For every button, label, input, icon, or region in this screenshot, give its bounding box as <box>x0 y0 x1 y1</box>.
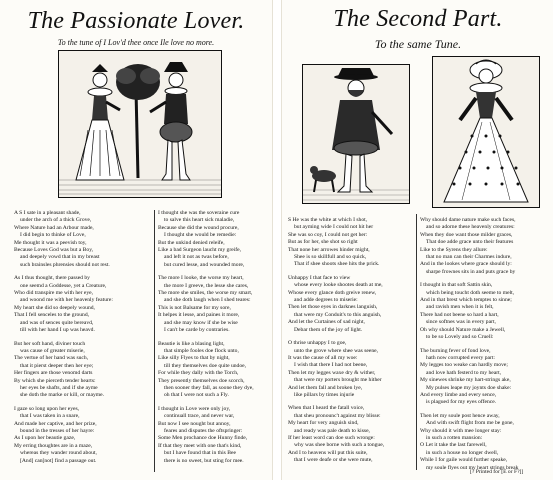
left-column-2 <box>158 210 254 471</box>
left-page <box>0 0 273 480</box>
verse-line: Oh why should Nature make a Jewell, <box>420 326 506 333</box>
stanza <box>288 217 384 269</box>
verse-line: and so adorne these heavenly creatures: <box>426 224 515 231</box>
verse-line: to salve this heart sick maladie, <box>164 217 235 224</box>
verse-line: and was of sences quite bereavd, <box>20 319 94 326</box>
verse-line: My pulses leape my joynts doe shake: <box>426 384 512 391</box>
verse-line: And in the lookes where grace should ly: <box>420 261 512 268</box>
verse-line: I wish that there I had not beene, <box>294 362 368 369</box>
stanza <box>158 406 254 465</box>
stanza <box>14 406 113 465</box>
verse-line: The vertue of her hand was such, <box>14 355 89 362</box>
verse-line: but I have found that in this Bee <box>164 450 236 457</box>
verse-line: and she doth laugh when I shed teares: <box>164 297 251 304</box>
verse-line: that it pierst deeper then her eye; <box>20 362 94 369</box>
verse-line: is plagued for my eyes offence. <box>426 399 497 406</box>
verse-line: Whose every glance doth greive renew, <box>288 289 377 296</box>
verse-line: When they doe want those milder graces, <box>420 231 513 238</box>
imprint-line: [? Printed for [E or F?]] <box>470 469 524 475</box>
verse-line: and she may know if she be wise <box>164 319 238 326</box>
stanza <box>288 405 384 464</box>
verse-line: sharpe frownes sits in and puts grace by <box>426 268 516 275</box>
verse-line: that were my porters brought me hither <box>294 377 382 384</box>
column-divider <box>416 214 417 470</box>
verse-line: and left it not as twas before, <box>164 254 229 261</box>
verse-line: Because she did the wound procure, <box>158 224 239 231</box>
verse-line: [And] can[not] find a passage out. <box>20 457 97 464</box>
stanza <box>14 341 113 400</box>
verse-line: My heart she did so deepely wound, <box>14 304 95 311</box>
verse-line: but ayming wide I could not hit her <box>294 224 374 231</box>
stanza <box>14 210 113 269</box>
verse-line: till they themselves doe quite undoe, <box>164 362 247 369</box>
verse-line: that no man can their Charmes indure, <box>426 254 512 261</box>
verse-line: Then let my soule post hence away, <box>420 412 500 419</box>
verse-line: I thought in Love were only joy, <box>158 405 231 412</box>
verse-line: till with her hand I up was heavd. <box>20 327 95 334</box>
verse-line: since softnes was in every part, <box>426 319 496 326</box>
right-column-1 <box>288 217 384 471</box>
verse-line: They presently themselves doe scorch, <box>158 377 245 384</box>
verse-line: bound in the tresses of her hayre: <box>20 427 95 434</box>
verse-line: but cured lesse, and wounded more, <box>164 261 245 268</box>
ballad-title: The Passionate Lover. <box>27 8 245 34</box>
verse-line: By which she pierceth tender hearts: <box>14 377 96 384</box>
verse-line: My erring thoughtes are in a maze, <box>14 442 93 449</box>
verse-line: that simple fooles doe flock unto, <box>164 347 239 354</box>
verse-line: why was shee borne with such a tongue, <box>294 442 385 449</box>
stanza <box>158 341 254 400</box>
stanza <box>420 413 518 472</box>
verse-line: in such a rotten mansion: <box>426 434 483 441</box>
verse-line: such brainsles phrensies should not rest. <box>20 261 110 268</box>
tune-line: To the same Tune. <box>374 37 462 51</box>
verse-line: Why should it with mee longer stay: <box>420 427 502 434</box>
verse-line: As I thus thought, there passed by <box>14 275 90 282</box>
verse-line: Then let my legges waxe dry & wither, <box>288 369 376 376</box>
verse-line: that sheu pronounc't against my blisse: <box>294 412 381 419</box>
verse-line: and woond me with her heavenly feature: <box>20 297 113 304</box>
verse-line: Her fingers are those venomd darts <box>14 370 93 377</box>
verse-line: was cause of greater miserie, <box>20 347 85 354</box>
verse-line: Me thought it was a peevish toy, <box>14 239 87 246</box>
verse-line: Debar them of the joy of light. <box>294 326 363 333</box>
verse-line: The more she smiles, the worse my smart, <box>158 290 253 297</box>
verse-line: If that they meet with one that's kind, <box>158 442 242 449</box>
verse-line: Why should dame nature make such faces, <box>420 217 516 223</box>
verse-line: A S I sate in a pleasant shade, <box>14 210 81 216</box>
verse-line: Shee is so skillfull and so quick, <box>294 254 367 261</box>
verse-line: and ready was pale death to kisse, <box>294 427 370 434</box>
stanza <box>158 210 254 269</box>
tune-line: To the tune of I Lov'd thee once Ile love no more. <box>57 38 215 47</box>
verse-line: It helpes it lesse, and paines it more, <box>158 312 240 319</box>
stanza <box>14 275 113 334</box>
left-column-1 <box>14 210 113 471</box>
verse-line: O thrise unhappy I to goe, <box>288 340 347 347</box>
verse-line: one seemd a Goddesse, yet a Creature, <box>20 282 107 289</box>
verse-line: That if shee shoots shee hits the prick. <box>294 261 380 268</box>
verse-line: And let the Curtaines of sad night, <box>288 319 365 326</box>
verse-line: But as for her, she shot so right <box>288 239 358 246</box>
verse-line: But her soft hand, diviner touch <box>14 340 86 347</box>
verse-line: to be so Lovely and so Cruell: <box>426 334 494 341</box>
verse-line: she doth the marke or kill, or mayme. <box>20 392 105 399</box>
verse-line: like pillars by times injurie <box>294 391 355 398</box>
verse-line: that I was taken in a snare, <box>20 413 80 420</box>
verse-line: That I fell senceles to the ground, <box>14 312 90 319</box>
right-page <box>281 0 553 480</box>
verse-line: And I to heavens will put this suite, <box>288 449 368 456</box>
verse-line: whereas they wander round about, <box>20 450 97 457</box>
verse-line: And every limbe and every sence, <box>420 391 497 398</box>
verse-line: I thought she would be remedie: <box>164 232 237 239</box>
verse-line: Some Men prochance doe Hunny finde, <box>158 435 248 442</box>
verse-line: Beautie is like a blasing light, <box>158 340 225 347</box>
verse-line: My heart for very anguish sind, <box>288 420 359 427</box>
verse-line: S He was the white at which I shot, <box>288 217 368 223</box>
verse-line: But the unkind denied releife, <box>158 239 225 246</box>
verse-line: Who did transpire me with her eye, <box>14 290 94 297</box>
verse-line: It was the cause of all my woe: <box>288 354 358 361</box>
verse-line: that I were deafe or she were mute, <box>294 457 373 464</box>
verse-line: which being toucht doth seeme to melt, <box>426 289 515 296</box>
verse-line: I did begin to thinke of Love, <box>20 232 86 239</box>
verse-line: there is no sweet, but sting for mee. <box>164 457 244 464</box>
verse-line: There had not beene so hard a hart, <box>420 311 499 318</box>
verse-line: Like silly Flyes to that by night, <box>158 355 230 362</box>
verse-line: My sinewes shrinke my hart-strings ake, <box>420 377 511 384</box>
verse-line: and adde degrees to miserie: <box>294 297 358 304</box>
verse-line: And made her captive, and her prize, <box>14 420 97 427</box>
verse-line: that were my Conduit's to this anguish, <box>294 311 382 318</box>
verse-line: But now I see nought but annoy, <box>158 420 231 427</box>
verse-line: my soule flyes out my heart strings break <box>426 464 519 471</box>
verse-line: I gaze so long upon her eyes, <box>14 405 80 412</box>
verse-line: This is not Balsame for my sore, <box>158 304 231 311</box>
stanza <box>420 282 518 341</box>
verse-line: She was so coy, I could not get her: <box>288 231 368 238</box>
verse-line: feares and disputes the oftspringer: <box>164 427 243 434</box>
verse-line: If her least word can doe such wronge: <box>288 434 375 441</box>
verse-line: Where Nature had an Arbour made, <box>14 224 94 231</box>
stanza <box>158 275 254 334</box>
verse-line: in such a house no longer dwell, <box>426 449 499 456</box>
verse-line: The burning fever of fond love, <box>420 347 491 354</box>
verse-line: While I for gaile would further speake, <box>420 457 508 464</box>
verse-line: Like a bad Surgeon laucht my greife, <box>158 247 241 254</box>
verse-line: Because Loves God was but a Boy, <box>14 247 94 254</box>
verse-line: I thought she was the soveraine cure <box>158 210 240 216</box>
verse-line: and deepely vowd that in my breast <box>20 254 100 261</box>
verse-line: her eyes be shafts, and if she ayme <box>20 384 98 391</box>
verse-line: whose every looke shootes death at me, <box>294 282 383 289</box>
verse-line: And let them fall and broken lye, <box>288 384 363 391</box>
ballad-title: The Second Part. <box>333 6 503 32</box>
stanza <box>420 217 518 276</box>
stanza <box>420 348 518 407</box>
verse-line: For while they dally with the Torch, <box>158 370 239 377</box>
woodcut-lady <box>432 56 540 208</box>
stanza <box>288 340 384 399</box>
woodcut-man-with-dog <box>302 64 410 204</box>
verse-line: The more I looke, the worse my heart, <box>158 275 244 282</box>
verse-line: under the arch of a thick Grove, <box>20 217 92 224</box>
verse-line: Unhappy I that face to view <box>288 274 351 281</box>
verse-line: I can't be carde by contraries. <box>164 327 230 334</box>
verse-line: My legges too weake can hardly move; <box>420 362 508 369</box>
verse-line: hath now corrupted every part: <box>426 354 495 361</box>
verse-line: and ravish men when it is felt, <box>426 304 494 311</box>
verse-line: And in that brest which temptes to sinne; <box>420 297 512 304</box>
verse-line: and love hath festerd to my heart, <box>426 369 502 376</box>
verse-line: unto the grove where shee was seene, <box>294 347 379 354</box>
verse-line: When that I heard the fatall voice, <box>288 405 365 412</box>
verse-line: I thought in that soft Sattin skin, <box>420 282 493 289</box>
right-column-2 <box>420 217 518 478</box>
verse-line: oh that I were not such a Fly. <box>164 392 229 399</box>
verse-line: And with swift flight from me be gone, <box>426 420 514 427</box>
verse-line: That none her arrowes hinder might, <box>288 246 370 253</box>
column-divider <box>154 210 155 472</box>
verse-line: continuall trace, and never war, <box>164 413 235 420</box>
verse-line: That doe adde grace unto their features <box>426 239 514 246</box>
verse-line: O Let it take the last farewell, <box>420 442 487 449</box>
verse-line: then sooner they fall, as soone they dye, <box>164 384 254 391</box>
verse-line: Then let those eyes in darknes languish, <box>288 304 378 311</box>
woodcut-courting-couple <box>58 50 222 198</box>
verse-line: Like to the Syrens they allure: <box>420 246 488 253</box>
verse-line: As I upon her beautie gaze, <box>14 435 76 442</box>
verse-line: the more I greeve, the lesse she cares, <box>164 282 249 289</box>
stanza <box>288 275 384 334</box>
